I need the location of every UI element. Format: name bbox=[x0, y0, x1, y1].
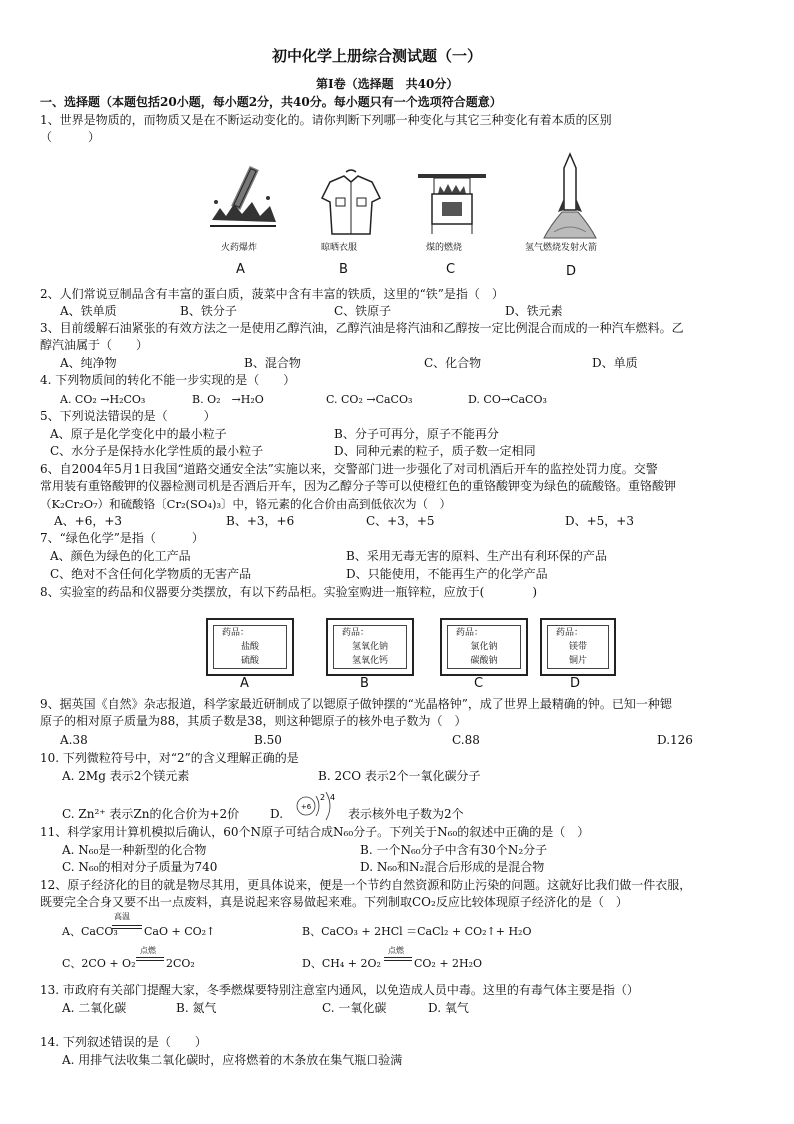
q10-option-a: A. 2Mg 表示2个镁元素 bbox=[62, 769, 190, 783]
cabinet-c-head: 药品： bbox=[456, 628, 484, 638]
atom-shell-2-count: 4 bbox=[330, 793, 336, 802]
q3-stem-1: 3、目前缓解石油紧张的有效方法之一是使用乙醇汽油，乙醇汽油是将汽油和乙醇按一定比例混合而成的一种汽车燃料。乙 bbox=[40, 321, 684, 335]
q4-option-c: C. CO₂ →CaCO₃ bbox=[326, 393, 413, 406]
q6-stem-3: （K₂Cr₂O₇）和硫酸铬〔Cr₂(SO₄)₃〕中，铬元素的化合价由高到低依次为（ ） bbox=[40, 497, 452, 511]
cabinet-d-item-1: 镁带 bbox=[568, 642, 587, 652]
cabinet-d-letter: D bbox=[570, 676, 581, 691]
q2-stem: 2、人们常说豆制品含有丰富的蛋白质，菠菜中含有丰富的铁质，这里的“铁”是指（ ） bbox=[40, 287, 504, 301]
cabinet-c-item-1: 氯化钠 bbox=[470, 642, 498, 652]
q7-option-d: D、只能使用，不能再生产的化学产品 bbox=[346, 567, 548, 581]
cabinet-d-item-2: 铜片 bbox=[568, 656, 587, 666]
q6-option-c: C、+3，+5 bbox=[366, 514, 435, 528]
q4-option-a: A. CO₂ →H₂CO₃ bbox=[60, 393, 146, 406]
q4-option-b: B. O₂ →H₂O bbox=[192, 393, 264, 406]
q12-option-d-reactant: D、CH₄ + 2O₂ bbox=[302, 957, 381, 970]
q12-option-a-reactant: A、CaCO₃ bbox=[62, 925, 118, 938]
q7-option-c: C、绝对不含任何化学物质的无害产品 bbox=[50, 567, 252, 581]
q10-option-d-text: 表示核外电子数为2个 bbox=[348, 807, 464, 821]
q13-option-c: C. 一氧化碳 bbox=[322, 1001, 387, 1015]
q3-option-b: B、混合物 bbox=[244, 356, 301, 370]
cabinet-a bbox=[206, 618, 294, 676]
cabinet-b-letter: B bbox=[360, 676, 369, 691]
q9-option-d: D.126 bbox=[657, 733, 693, 747]
q12-stem-1: 12、原子经济化的目的就是物尽其用，更具体说来，便是一个节约自然资源和防止污染的问题。这就好比我们做一件衣服， bbox=[40, 878, 692, 892]
q12-option-a-product: CaO + CO₂↑ bbox=[144, 925, 216, 938]
q10-stem: 10. 下列微粒符号中，对“2”的含义理解正确的是 bbox=[40, 751, 299, 765]
q6-option-a: A、+6，+3 bbox=[54, 514, 123, 528]
cabinet-b-item-2: 氢氧化钙 bbox=[351, 656, 388, 666]
q11-option-a: A. N₆₀是一种新型的化合物 bbox=[62, 843, 207, 857]
q1-caption-c: 煤的燃烧 bbox=[426, 243, 463, 253]
q14-option-a: A. 用排气法收集二氧化碳时，应将燃着的木条放在集气瓶口验满 bbox=[62, 1053, 403, 1067]
explosion-illustration bbox=[206, 160, 280, 240]
q13-stem: 13. 市政府有关部门提醒大家，冬季燃煤要特别注意室内通风，以免造成人员中毒。这里的有毒气体主要是指（） bbox=[40, 983, 639, 997]
rocket-illustration bbox=[540, 152, 600, 242]
q12-reaction-arrow-c bbox=[136, 957, 164, 958]
cabinet-d-head: 药品： bbox=[556, 628, 584, 638]
cabinet-b bbox=[326, 618, 414, 676]
q12-condition-d: 点燃 bbox=[388, 946, 404, 955]
cabinet-b-head: 药品： bbox=[342, 628, 370, 638]
q1-paren: （ ） bbox=[40, 130, 101, 144]
cabinet-a-item-2: 硫酸 bbox=[240, 656, 259, 666]
q6-stem-1: 6、自2004年5月1日我国“道路交通安全法”实施以来，交警部门进一步强化了对司机酒后开车的监控处罚力度。交警 bbox=[40, 462, 658, 476]
q9-option-a: A.38 bbox=[60, 733, 88, 747]
q9-stem-2: 原子的相对原子质量为88，其质子数是38，则这种锶原子的核外电子数为（ ） bbox=[40, 714, 467, 728]
cabinet-c bbox=[440, 618, 528, 676]
cabinet-b-item-1: 氢氧化钠 bbox=[351, 642, 388, 652]
q12-option-d-product: CO₂ + 2H₂O bbox=[414, 957, 483, 970]
q1-letter-b: B bbox=[339, 262, 348, 277]
q12-reaction-arrow-c2 bbox=[136, 960, 164, 961]
q6-option-b: B、+3，+6 bbox=[226, 514, 295, 528]
q12-reaction-arrow-a bbox=[112, 925, 142, 926]
shirt-illustration bbox=[318, 168, 384, 238]
q12-reaction-arrow-d bbox=[384, 957, 412, 958]
atom-structure-diagram bbox=[292, 788, 352, 822]
q6-stem-2: 常用装有重铬酸钾的仪器检测司机是否酒后开车，因为乙醇分子等可以使橙红色的重铬酸钾变为绿色的硫酸铬。重铬酸钾 bbox=[40, 479, 677, 493]
q5-option-b: B、分子可再分，原子不能再分 bbox=[334, 427, 499, 441]
page-title: 初中化学上册综合测试题（一） bbox=[272, 47, 483, 65]
q7-option-b: B、采用无毒无害的原料、生产出有利环保的产品 bbox=[346, 549, 607, 563]
q11-option-b: B. 一个N₆₀分子中含有30个N₂分子 bbox=[360, 843, 548, 857]
q4-stem: 4. 下列物质间的转化不能一步实现的是（ ） bbox=[40, 373, 296, 387]
q3-option-a: A、纯净物 bbox=[60, 356, 117, 370]
cabinet-c-letter: C bbox=[474, 676, 484, 691]
q7-stem: 7、“绿色化学”是指（ ） bbox=[40, 531, 204, 545]
q1-letter-c: C bbox=[446, 262, 456, 277]
atom-nucleus-charge: +6 bbox=[300, 803, 312, 811]
q12-condition-c: 点燃 bbox=[140, 946, 156, 955]
q12-option-c-reactant: C、2CO + O₂ bbox=[62, 957, 136, 970]
q5-option-a: A、原子是化学变化中的最小粒子 bbox=[50, 427, 227, 441]
q2-option-d: D、铁元素 bbox=[505, 304, 563, 318]
q12-condition-a: 高温 bbox=[114, 912, 130, 921]
q5-option-c: C、水分子是保持水化学性质的最小粒子 bbox=[50, 444, 264, 458]
q3-stem-2: 醇汽油属于（ ） bbox=[40, 338, 149, 352]
q2-option-b: B、铁分子 bbox=[180, 304, 237, 318]
q4-option-d: D. CO→CaCO₃ bbox=[468, 393, 547, 406]
q1-image-b bbox=[318, 168, 384, 238]
cabinet-a-item-1: 盐酸 bbox=[240, 642, 259, 652]
q10-option-c: C. Zn²⁺ 表示Zn的化合价为+2价 bbox=[62, 807, 240, 821]
q13-option-a: A. 二氧化碳 bbox=[62, 1001, 127, 1015]
q12-option-b: B、CaCO₃ + 2HCl ＝CaCl₂ + CO₂↑+ H₂O bbox=[302, 925, 532, 938]
q1-letter-d: D bbox=[566, 264, 577, 279]
q1-caption-a: 火药爆炸 bbox=[221, 243, 258, 253]
q1-image-a bbox=[206, 160, 280, 240]
q5-option-d: D、同种元素的粒子，质子数一定相同 bbox=[334, 444, 536, 458]
q11-stem: 11、科学家用计算机模拟后确认，60个N原子可结合成N₆₀分子。下列关于N₆₀的叙述中正确的是（ ） bbox=[40, 825, 590, 839]
coal-stove-illustration bbox=[412, 164, 492, 238]
part-heading: 第Ⅰ卷（选择题 共40分） bbox=[316, 77, 459, 91]
q13-option-d: D. 氧气 bbox=[428, 1001, 469, 1015]
section-heading: 一、选择题（本题包括20小题，每小题2分，共40分。每小题只有一个选项符合题意） bbox=[40, 95, 502, 109]
q3-option-c: C、化合物 bbox=[424, 356, 482, 370]
q8-stem: 8、实验室的药品和仪器要分类摆放，有以下药品柜。实验室购进一瓶锌粒，应放于( ) bbox=[40, 585, 538, 599]
q2-option-c: C、铁原子 bbox=[334, 304, 392, 318]
cabinet-c-item-2: 碳酸钠 bbox=[470, 656, 498, 666]
cabinet-d bbox=[540, 618, 616, 676]
q5-stem: 5、下列说法错误的是（ ） bbox=[40, 409, 216, 423]
cabinet-a-head: 药品： bbox=[222, 628, 250, 638]
q12-option-c-product: 2CO₂ bbox=[166, 957, 195, 970]
q11-option-d: D. N₆₀和N₂混合后形成的是混合物 bbox=[360, 860, 545, 874]
cabinet-a-letter: A bbox=[240, 676, 249, 691]
q1-caption-b: 晾晒衣服 bbox=[321, 243, 358, 253]
q7-option-a: A、颜色为绿色的化工产品 bbox=[50, 549, 191, 563]
q2-option-a: A、铁单质 bbox=[60, 304, 117, 318]
q6-option-d: D、+5，+3 bbox=[565, 514, 635, 528]
q1-image-c bbox=[412, 164, 492, 238]
q1-stem: 1、世界是物质的，而物质又是在不断运动变化的。请你判断下列哪一种变化与其它三种变化有着本质的区别 bbox=[40, 113, 612, 127]
q10-option-d-label: D. bbox=[270, 807, 284, 821]
q11-option-c: C. N₆₀的相对分子质量为740 bbox=[62, 860, 218, 874]
q1-image-d bbox=[540, 152, 600, 242]
q9-stem-1: 9、据英国《自然》杂志报道，科学家最近研制成了以锶原子做钟摆的“光晶格钟”，成了世界上最精确的钟。已知一种锶 bbox=[40, 697, 672, 711]
q10-option-b: B. 2CO 表示2个一氧化碳分子 bbox=[318, 769, 481, 783]
q1-letter-a: A bbox=[236, 262, 245, 277]
q3-option-d: D、单质 bbox=[592, 356, 638, 370]
q14-stem: 14. 下列叙述错误的是（ ） bbox=[40, 1035, 207, 1049]
q13-option-b: B. 氮气 bbox=[176, 1001, 217, 1015]
q9-option-b: B.50 bbox=[254, 733, 282, 747]
atom-shell-1-count: 2 bbox=[320, 793, 326, 802]
q12-reaction-arrow-a2 bbox=[112, 928, 142, 929]
q12-stem-2: 既要完全合身又要不出一点废料，真是说起来容易做起来难。下列制取CO₂反应比较体现原子经济化的是（ ） bbox=[40, 895, 628, 909]
q12-reaction-arrow-d2 bbox=[384, 960, 412, 961]
q9-option-c: C.88 bbox=[452, 733, 480, 747]
q1-caption-d: 氢气燃烧发射火箭 bbox=[525, 243, 598, 253]
